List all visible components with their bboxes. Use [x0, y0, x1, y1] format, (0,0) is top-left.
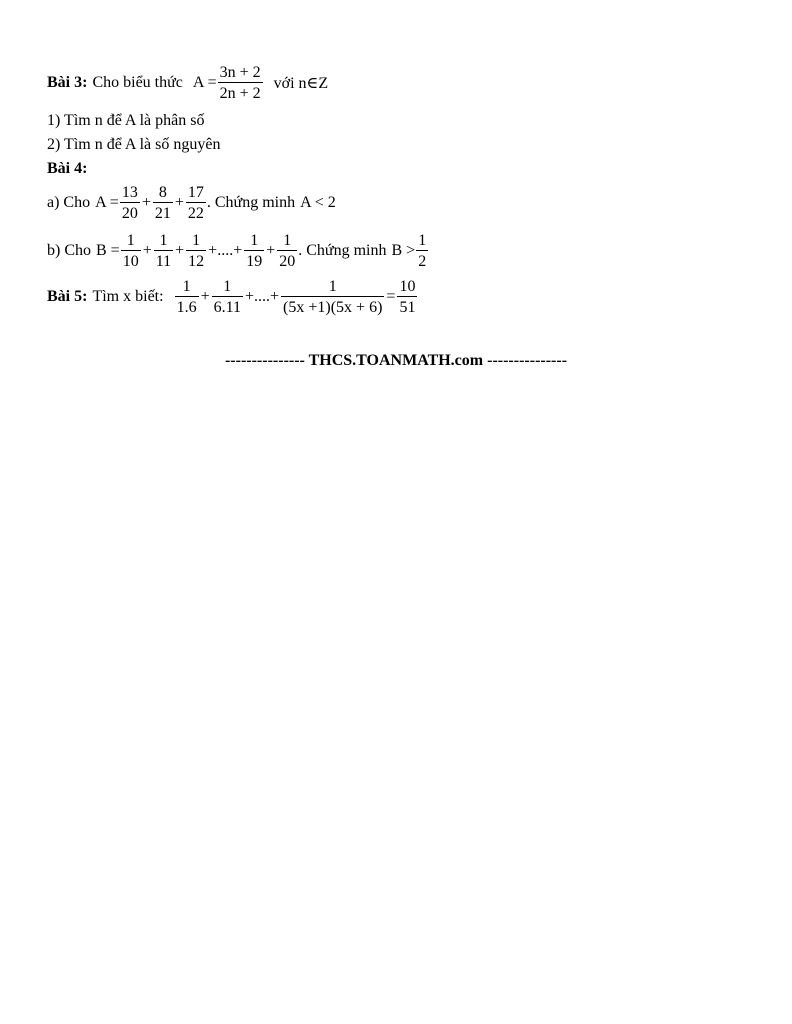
bai4b-claim: B > — [391, 242, 416, 259]
bai4a-fraction-2 — [153, 184, 173, 222]
equals-sign: = — [386, 288, 396, 305]
bai4b-fraction-5 — [277, 232, 297, 270]
plus-sign: + — [174, 194, 184, 211]
bai4b-f3-num: 1 — [192, 232, 201, 249]
bai4b-fraction-3 — [186, 232, 206, 270]
bai4b-f4-num: 1 — [250, 232, 259, 249]
bai4b-f4-den: 19 — [244, 250, 264, 270]
bai4a-claim: A < 2 — [300, 194, 336, 211]
bai4b-suffix: . Chứng minh — [298, 242, 387, 259]
bai5-fraction-3 — [281, 278, 384, 316]
bai4b-var: B = — [96, 242, 120, 259]
bai4a-f2-den: 21 — [153, 202, 173, 222]
bai3-q1-text: 1) Tìm n để A là phân số — [47, 112, 205, 129]
bai3-denominator: 2n + 2 — [218, 82, 263, 102]
bai5-line — [47, 278, 418, 316]
bai5-result-den: 51 — [397, 296, 417, 316]
plus-sign: + — [266, 242, 276, 259]
bai4a-f3-den: 22 — [186, 202, 206, 222]
bai4-heading — [47, 160, 87, 178]
bai4b-fraction-1 — [121, 232, 141, 270]
bai5-f1-num: 1 — [182, 278, 191, 295]
bai5-f3-num: 1 — [328, 278, 337, 295]
bai5-f3-den: (5x +1)(5x + 6) — [281, 296, 384, 316]
bai3-numerator: 3n + 2 — [219, 64, 261, 81]
bai4b-f1-den: 10 — [121, 250, 141, 270]
bai5-result-num: 10 — [399, 278, 416, 295]
bai4b-claim-num: 1 — [418, 232, 427, 249]
bai5-f2-den: 6.11 — [212, 296, 243, 316]
bai4b-f3-den: 12 — [186, 250, 206, 270]
plus-sign: + — [175, 242, 185, 259]
bai5-f1-den: 1.6 — [175, 296, 199, 316]
bai5-f2-num: 1 — [223, 278, 232, 295]
bai3-q2-text: 2) Tìm n để A là số nguyên — [47, 136, 221, 153]
bai4a-f1-den: 20 — [120, 202, 140, 222]
plus-sign: + — [200, 288, 210, 305]
bai5-fraction-2 — [212, 278, 243, 316]
bai4a-f3-num: 17 — [187, 184, 204, 201]
bai4a-f1-num: 13 — [121, 184, 138, 201]
bai4b-f5-num: 1 — [283, 232, 292, 249]
bai4-part-a — [47, 184, 336, 222]
bai4b-fraction-4 — [244, 232, 264, 270]
bai4-label: Bài 4: — [47, 160, 88, 177]
bai4a-fraction-3 — [186, 184, 206, 222]
ellipsis-sum: +....+ — [245, 288, 280, 305]
plus-sign: + — [141, 194, 151, 211]
ellipsis-sum: +....+ — [208, 242, 243, 259]
plus-sign: + — [142, 242, 152, 259]
bai4a-suffix: . Chứng minh — [206, 194, 296, 211]
bai5-label: Bài 5: — [47, 288, 88, 305]
bai5-result-fraction — [397, 278, 417, 316]
bai4a-f2-num: 8 — [158, 184, 167, 201]
bai3-label: Bài 3: — [47, 74, 88, 91]
bai3-question-1 — [47, 112, 204, 130]
bai4b-f5-den: 20 — [277, 250, 297, 270]
bai4a-var: A = — [95, 194, 119, 211]
bai4b-fraction-2 — [154, 232, 173, 270]
bai4b-f2-den: 11 — [154, 250, 173, 270]
bai3-line — [47, 64, 328, 102]
bai4a-prefix: a) Cho — [47, 194, 91, 211]
bai3-fraction — [218, 64, 263, 102]
bai3-condition: với n∈Z — [273, 75, 329, 92]
bai4b-prefix: b) Cho — [47, 242, 91, 259]
bai4b-f2-num: 1 — [159, 232, 168, 249]
bai3-intro: Cho biểu thức — [92, 74, 183, 91]
bai5-intro: Tìm x biết: — [92, 288, 164, 305]
bai5-fraction-1 — [175, 278, 199, 316]
bai3-question-2 — [47, 136, 220, 154]
bai4-part-b — [47, 232, 429, 270]
bai4b-claim-fraction — [416, 232, 428, 270]
bai3-var: A = — [192, 74, 217, 91]
bai4b-claim-den: 2 — [416, 250, 428, 270]
bai4a-fraction-1 — [120, 184, 140, 222]
footer-watermark: --------------- THCS.TOANMATH.com --------------- — [224, 352, 568, 369]
bai4b-f1-num: 1 — [126, 232, 135, 249]
